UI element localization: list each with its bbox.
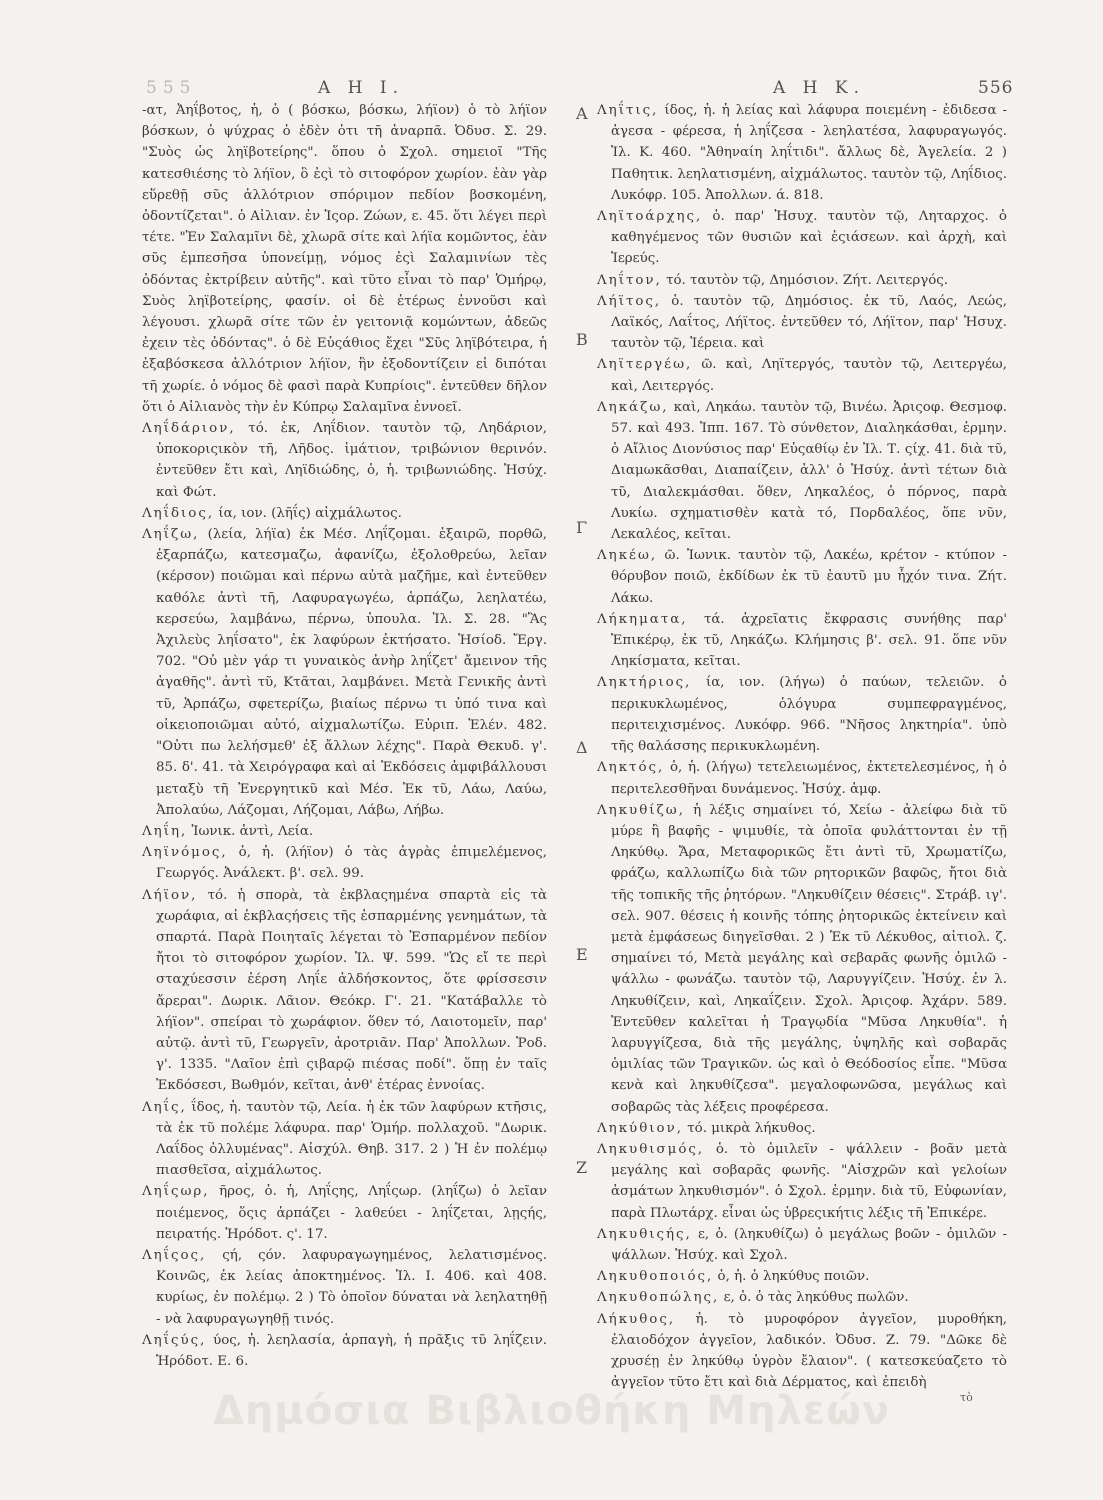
- entry-text: ία, ιον. (λῆΐς) αἰχμάλωτος.: [218, 505, 402, 521]
- entry-headword: Ληΐδάριον,: [142, 421, 236, 437]
- dictionary-entry: [597, 206, 1007, 270]
- margin-letter: Α: [576, 104, 588, 123]
- entry-headword: Λήκηματα,: [597, 611, 688, 627]
- margin-letter: Β: [576, 330, 588, 349]
- dictionary-entry: [597, 1224, 1007, 1266]
- entry-headword: Ληΐτις,: [597, 103, 659, 118]
- entry-headword: Ληϊνόμος,: [142, 845, 228, 861]
- dictionary-entry: [142, 1245, 547, 1330]
- entry-headword: Ληΐτον,: [597, 272, 662, 288]
- dictionary-entry: [142, 842, 547, 884]
- dictionary-entry: [597, 291, 1007, 355]
- entry-text: ἡ. τὸ μυροφόρον ἀγγεῖον, μυροθήκη, ἐλαιοδόχον ἀγγεῖον, λαδικόν. Ὀδυσ. Ζ. 79. "Δῶκε δὲ χρυσέῃ ἐν ληκύθῳ ὑγρὸν ἔλαιον". ( κατεσκεύαζετο τὸ ἀγγεῖον τῦτο ἔτι καὶ διὰ Δέρματος, καὶ ἐπειδὴ: [611, 1311, 1007, 1391]
- dictionary-entry: [597, 1118, 1007, 1139]
- dictionary-entry: [142, 100, 547, 418]
- entry-text: Ἰωνικ. ἀντὶ, Λεία.: [191, 823, 314, 839]
- entry-headword: Ληκέω,: [597, 548, 658, 564]
- entry-headword: Ληΐςωρ,: [142, 1184, 210, 1200]
- catchword: τὸ: [960, 1391, 973, 1404]
- entry-headword: Ληκτός,: [597, 760, 665, 776]
- entry-headword: Λήκυθος,: [597, 1311, 676, 1327]
- margin-letter: Ε: [576, 945, 588, 964]
- entry-text: ὁ, ἡ. ὁ ληκύθυς ποιῶν.: [717, 1269, 870, 1285]
- dictionary-entry: [597, 545, 1007, 609]
- entry-headword: Ληΐς,: [142, 1099, 187, 1115]
- entry-headword: Ληκύθιον,: [597, 1120, 683, 1136]
- dictionary-entry: [597, 1287, 1007, 1308]
- margin-letter: Δ: [576, 738, 588, 757]
- dictionary-entry: [597, 1139, 1007, 1224]
- entry-headword: Ληΐςύς,: [142, 1332, 207, 1348]
- entry-text: τό. ταυτὸν τῷ, Δημόσιον. Ζήτ. Λειτεργός.: [666, 272, 949, 288]
- entry-text: ία, ιον. (λήγω) ὁ παύων, τελειῶν. ὁ περικυκλωμένος, ὁλόγυρα συμπεφραγμένος, περιτειχισμένος. Λυκόφρ. 966. "Νῆσος ληκτηρία". ὑπὸ τῆς θαλάσσης περικυκλωμένη.: [611, 675, 1007, 755]
- dictionary-entry: [142, 1330, 547, 1372]
- entry-text: -ατ, Ἀηΐβοτος, ἡ, ὁ ( βόσκω, βόσκω, λήϊον) ὁ τὸ λήϊον βόσκων, ὁ ψύχρας ὁ ἐδὲν ὁτι τῆ ἀναρπᾶ. Ὀδυσ. Σ. 29. "Συὸς ὡς ληϊβοτείρης". ὅπου ὁ Σχολ. σημειοῖ "Τῆς κατεσθιέσης τὸ λήϊον, ὃ ἐςὶ τὸ σιτοφόρον χωρίον. ἐὰν γὰρ εὕρεθῇ σῦς ἀλλότριον σπόριμον πεδίον βοσκομένη, ὀδοντίζεται". ὁ Αἰλιαν. ἐν Ἱςορ. Ζώων, ε. 45. ὅτι λέγει περὶ τέτε. "Ἐν Σαλαμῖνι δὲ, χλωρᾶ σίτε καὶ λήϊα κομῶντος, ἐὰν σῦς ἐμπεσῆσα ὑπονείμῃ, νόμος ἐςὶ Σαλαμινίων τὲς ὀδόντας ἐκτρίβειν αὐτῆς". καὶ τῦτο εἶναι τὸ παρ' Ὁμήρῳ, Συὸς ληϊβοτείρης, φασίν. οἱ δὲ ἑτέρως ἐννοῦσι καὶ λέγουσι. χλωρᾶ σίτε τῶν ἐν γειτονιᾷ κομώντων, ἀδεῶς ἐχειν τὲς ὀδόντας". ὁ δὲ Εὐςάθιος ἔχει "Σῦς ληϊβότειρα, ἡ ἐξαβόσκεσα ἀλλότριον λήϊον, ἣν ἐξοδοντίζειν εἰ διπόται τῆ χωρίε. ὁ νόμος δὲ φασὶ παρὰ Κυπρίοις". ἐντεῦθεν δῆλον ὅτι ὁ Αἰλιανὸς τὴν ἐν Κύπρῳ Σαλαμῖνα ἐννοεῖ.: [142, 103, 547, 415]
- entry-headword: Ληΐη,: [142, 823, 188, 839]
- entry-text: ῆρος, ὁ. ἡ, Ληΐςης, Ληΐςωρ. (ληΐζω) ὁ λεῖαν ποιέμενος, ὅςις ἁρπάζει - λαθεύει - ληΐζεται, λῃςής, πειρατής. Ἡρόδοτ. ς'. 17.: [156, 1184, 547, 1242]
- entry-text: ῶ. Ἰωνικ. ταυτὸν τῷ, Λακέω, κρέτον - κτύπον - θόρυβον ποιῶ, ἐκδίδων ἐκ τῦ ἑαυτῦ μυ ἦχόν τινα. Ζήτ. Λάκω.: [611, 548, 1007, 606]
- page-number-left: 555: [146, 78, 197, 98]
- dictionary-entry: [597, 609, 1007, 673]
- entry-headword: Ληϊτεργέω,: [597, 357, 693, 373]
- entry-headword: Λήϊτος,: [597, 293, 662, 309]
- dictionary-entry: [142, 1181, 547, 1245]
- entry-text: ε, ὁ. ὁ τὰς ληκύθυς πωλῶν.: [723, 1290, 909, 1306]
- right-column: [597, 100, 1007, 1393]
- entry-text: ὁ. ταυτὸν τῷ, Δημόσιος. ἐκ τῦ, Λαός, Λεώς, Λαϊκός, Λαΐτος, Λήϊτος. ἐντεῦθεν τό, Λήϊτον, παρ' Ἡσυχ. ταυτὸν τῷ, Ἱέρεια. καὶ: [611, 293, 1007, 352]
- dictionary-entry: [597, 270, 1007, 291]
- dictionary-entry: [597, 354, 1007, 396]
- dictionary-entry: [142, 524, 547, 821]
- entry-headword: Ληκάζω,: [597, 399, 669, 415]
- entry-text: ύος, ἡ. λεηλασία, ἁρπαγὴ, ἡ πρᾶξις τῦ ληΐζειν. Ἡρόδοτ. Ε. 6.: [156, 1332, 547, 1369]
- entry-headword: Ληκυθοπώλης,: [597, 1290, 720, 1306]
- dictionary-entry: [597, 397, 1007, 545]
- margin-letter: Γ: [576, 518, 588, 537]
- entry-text: ἡ λέξις σημαίνει τό, Χείω - ἀλείφω διὰ τῦ μύρε ἢ βαφῆς - ψιμυθίε, τὰ ὁποῖα φυλάττονται ἐν τῇ Ληκύθῳ. Ἄρα, Μεταφορικῶς ἔτι ἀντὶ τῦ, Χρωματίζω, φράζω, καλλωπίζω διὰ τῶν ρητορικῶν βαφῶς, ἤτοι διὰ τῆς τοπικῆς τῆς ῥητόρων. "Ληκυθίζειν θέσεις". Στράβ. ιγ'. σελ. 907. θέσεις ἡ κοινῆς τόπης ῥητορικῶς ἐκτείνειν καὶ μετὰ ἐμφάσεως διηγεῖσθαι. 2 ) Ἐκ τῦ Λέκυθος, αἰτιολ. ζ. σημαίνει τό, Μετὰ μεγάλης καὶ σεβαρᾶς φωνῆς ὁμιλῶ - ψάλλω - φωνάζω. ταυτὸν τῷ, Λαρυγγίζειν. Ἡσύχ. ἐν λ. Ληκυθίζειν, καὶ, Ληκαΐζειν. Σχολ. Ἀριςοφ. Ἀχάρν. 589. Ἐντεῦθεν καλεῖται ἡ Τραγῳδία "Μῦσα Ληκυθία". ἡ λαρυγγίζεσα, διὰ τῆς μεγάλης, ὑψηλῆς καὶ σοβαρᾶς ὁμιλίας τῶν Τραγικῶν. ὡς καὶ ὁ Θεόδοσίος εἶπε. "Μῦσα κενὰ καὶ ληκυθίζεσα". μεγαλοφωνῶσα, μεγάλως καὶ σοβαρῶς τὰς λέξεις προφέρεσα.: [611, 802, 1007, 1115]
- running-head-right: Α Η Κ.: [773, 78, 866, 98]
- entry-headword: Λήϊον,: [142, 887, 198, 903]
- dictionary-entry: [142, 821, 547, 842]
- entry-headword: Ληΐςος,: [142, 1247, 207, 1263]
- entry-text: ῶ. καὶ, Ληϊτεργός, ταυτὸν τῷ, Λειτεργέω, καὶ, Λειτεργός.: [611, 357, 1007, 394]
- dictionary-entry: [597, 100, 1007, 206]
- entry-headword: Ληΐζω,: [142, 527, 200, 543]
- entry-text: καὶ, Ληκάω. ταυτὸν τῷ, Βινέω. Ἀριςοφ. Θεσμοφ. 57. καὶ 493. Ἱππ. 167. Τὸ σύνθετον, Διαληκάσθαι, ἑρμην. ὁ Αἴλιος Διονύσιος παρ' Εὐςαθίῳ ἐν Ἰλ. Τ. ςίχ. 41. διὰ τῦ, Διαμωκᾶσθαι, Διαπαίζειν, ἀλλ' ὁ Ἡσύχ. ἀντὶ τέτων διὰ τῦ, Διαλεκμάσθαι. ὅθεν, Ληκαλέος, ὁ πόρνος, παρὰ Λυκίω. σχηματισθὲν κατὰ τό, Πορδαλέος, ὅπε νῦν, Λεκαλέος, κεῖται.: [611, 399, 1007, 543]
- dictionary-entry: [597, 800, 1007, 1118]
- entry-text: ὁ. παρ' Ἡσυχ. ταυτὸν τῷ, Ληταρχος. ὁ καθηγέμενος τῶν θυσιῶν καὶ ἑςιάσεων. καὶ ἀρχὴ, καὶ Ἱερεύς.: [611, 209, 1007, 267]
- entry-text: ὁ. τὸ ὁμιλεῖν - ψάλλειν - βοᾶν μετὰ μεγάλης καὶ σοβαρᾶς φωνῆς. "Αἰσχρῶν καὶ γελοίων ἀσμάτων ληκυθισμόν". ὁ Σχολ. ἑρμην. διὰ τῦ, Εὐφωνίαν, παρὰ Πλωτάρχ. εἶναι ὡς ὑβρεςικήτις λέξις τῆ Ἐπικέρε.: [611, 1141, 1007, 1221]
- entry-headword: Ληΐδιος,: [142, 505, 215, 521]
- dictionary-entry: [597, 757, 1007, 799]
- running-head-left: Α Η Ι.: [318, 78, 405, 98]
- entry-headword: Ληϊτοάρχης,: [597, 209, 703, 225]
- page-number-right: 556: [978, 78, 1014, 98]
- entry-text: τά. ἀχρεῖατις ἔκφρασις συνήθης παρ' Ἐπικέρῳ, ἐκ τῦ, Ληκάζω. Κλήμησις β'. σελ. 91. ὅπε νῦν Ληκίσματα, κεῖται.: [611, 611, 1007, 670]
- entry-text: ςή, ςόν. λαφυραγωγημένος, λελατισμένος. Κοινῶς, ἐκ λείας ἀποκτημένος. Ἰλ. Ι. 406. καὶ 408. κυρίως, ἐν πολέμῳ. 2 ) Τὸ ὁποῖον δύναται νὰ λεηλατηθῇ - νὰ λαφυραγωγηθῇ τινός.: [156, 1247, 547, 1327]
- entry-text: ίδος, ἡ. ἡ λείας καὶ λάφυρα ποιεμένη - ἐδιδεσα - ἀγεσα - φέρεσα, ἡ ληΐζεσα - λεηλατέσα, λαφυραγωγός. Ἰλ. Κ. 460. "Ἀθηναίη ληΐτιδι". ἄλλως δὲ, Ἀγελεία. 2 ) Παθητικ. λεηλατισμένη, αἰχμάλωτος. ταυτὸν τῷ, Ληΐδιος. Λυκόφρ. 105. Ἀπολλων. ά. 818.: [611, 103, 1007, 203]
- entry-text: τό. ἡ σπορὰ, τὰ ἐκβλαςημένα σπαρτὰ εἰς τὰ χωράφια, αἱ ἐκβλαςήσεις τῆς ἐσπαρμένης γενημάτων, τὰ σπαρτά. Παρὰ Ποιηταῖς λέγεται τὸ Ἐσπαρμένον πεδίον ἤτοι τὸ σιτοφόρον χωρίον. Ἰλ. Ψ. 599. "Ὡς εἴ τε περὶ σταχύεσσιν ἐέρση Ληΐε ἀλδήσκοντος, ὅτε φρίσσεσιν ἄρεραι". Δωρικ. Λᾶιον. Θεόκρ. Γ'. 21. "Κατάβαλλε τὸ λήϊον". σπείραι τὸ χωράφιον. ὅθεν τό, Λαιοτομεῖν, παρ' αὐτῷ. ἀντὶ τῦ, Γεωργεῖν, ἀροτριᾶν. Παρ' Ἀπολλων. Ῥοδ. γ'. 1335. "Λαῖον ἐπὶ ςιβαρῷ πιέσας ποδί". ὅπῃ ἐν ταῖς Ἐκδόσεσι, Βωθμόν, κεῖται, ἀνθ' ἑτέρας ἐννοίας.: [156, 887, 547, 1094]
- entry-headword: Ληκυθίζω,: [597, 802, 685, 818]
- margin-letter: Ζ: [576, 1158, 588, 1177]
- entry-text: ε, ὁ. (ληκυθίζω) ὁ μεγάλως βοῶν - ὁμιλῶν - ψάλλων. Ἡσύχ. καὶ Σχολ.: [611, 1226, 1007, 1263]
- library-watermark: Δημόσια Βιβλιοθήκη Μηλεών: [212, 1388, 891, 1434]
- dictionary-entry: [142, 418, 547, 503]
- entry-headword: Ληκυθοποιός,: [597, 1269, 714, 1285]
- dictionary-entry: [142, 503, 547, 524]
- entry-headword: Ληκτήριος,: [597, 675, 692, 691]
- entry-headword: Ληκυθισμός,: [597, 1141, 705, 1157]
- entry-text: (λεία, λήϊα) ἐκ Μέσ. Ληΐζομαι. ἐξαιρῶ, πορθῶ, ἐξαρπάζω, κατεσμαζω, ἀφανίζω, ἐξολοθρεύω, λεῖαν (κέρσον) ποιῶμαι καὶ πέρνω αὐτὰ μαζῆμε, καὶ ἐντεῦθεν καθόλε ἀντὶ τῆ, Λαφυραγωγέω, ἁρπάζω, λεηλατέω, κερσεύω, λαμβάνω, πέρνω, ὑπουλα. Ἰλ. Σ. 28. "Ἃς Ἀχιλεὺς ληΐσατο", ἐκ λαφύρων ἐκτήσατο. Ἡσίοδ. Ἔργ. 702. "Οὐ μὲν γάρ τι γυναικὸς ἀνὴρ ληΐζετ' ἄμεινον τῆς ἀγαθῆς". ἀντὶ τῦ, Κτᾶται, λαμβάνει. Μετὰ Γενικῆς ἀντὶ τῦ, Ἁρπάζω, σφετερίζω, βιαίως πέρνω τι ὑπό τινα καὶ οἰκειοποιῶμαι αὐτό, αἰχμαλωτίζω. Εὐριπ. Ἑλέν. 482. "Οὐτι πω λελήσμεθ' ἐξ ἄλλων λέχης". Παρὰ Θεκυδ. γ'. 85. δ'. 41. τὰ Χειρόγραφα καὶ αἱ Ἐκδόσεις ἀμφιβάλλουσι μεταξὺ τῆ Ἐνεργητικῦ καὶ Μέσ. Ἐκ τῦ, Λάω, Λαύω, Ἀπολαύω, Λάζομαι, Λήζομαι, Λάβω, Λήβω.: [156, 527, 547, 818]
- dictionary-entry: [597, 1266, 1007, 1287]
- left-column: [142, 100, 547, 1372]
- dictionary-entry: [597, 672, 1007, 757]
- entry-text: τό. μικρὰ λήκυθος.: [687, 1120, 816, 1136]
- dictionary-entry: [597, 1309, 1007, 1394]
- entry-text: τό. ἐκ, Ληΐδιον. ταυτὸν τῷ, Ληδάριον, ὑποκοριςικὸν τῆ, Λῆδος. ἱμάτιον, τριβώνιον θερινόν. ἐντεῦθεν ἔτι καὶ, Ληϊδιώδης, ὁ, ἡ. τριβωνιώδης. Ἡσύχ. καὶ Φώτ.: [156, 421, 547, 500]
- entry-text: ὁ, ἡ. (λήϊον) ὁ τὰς ἀγρὰς ἐπιμελέμενος, Γεωργός. Ἀνάλεκτ. β'. σελ. 99.: [156, 845, 547, 882]
- entry-headword: Ληκυθιςής,: [597, 1226, 692, 1242]
- dictionary-entry: [142, 1097, 547, 1182]
- entry-text: ὁ, ἡ. (λήγω) τετελειωμένος, ἐκτετελεσμένος, ἡ ὁ περιτελεσθῆναι δυνάμενος. Ἡσύχ. ἀμφ.: [611, 760, 1007, 797]
- dictionary-entry: [142, 885, 547, 1097]
- entry-text: ΐδος, ἡ. ταυτὸν τῷ, Λεία. ἡ ἐκ τῶν λαφύρων κτῆσις, τὰ ἐκ τῦ πολέμε λάφυρα. παρ' Ὁμήρ. πολλαχοῦ. "Δωρικ. Λαΐδος ὀλλυμένας". Αἰσχύλ. Θηβ. 317. 2 ) Ἡ ἐν πολέμῳ πιασθεῖσα, αἰχμάλωτος.: [156, 1099, 547, 1179]
